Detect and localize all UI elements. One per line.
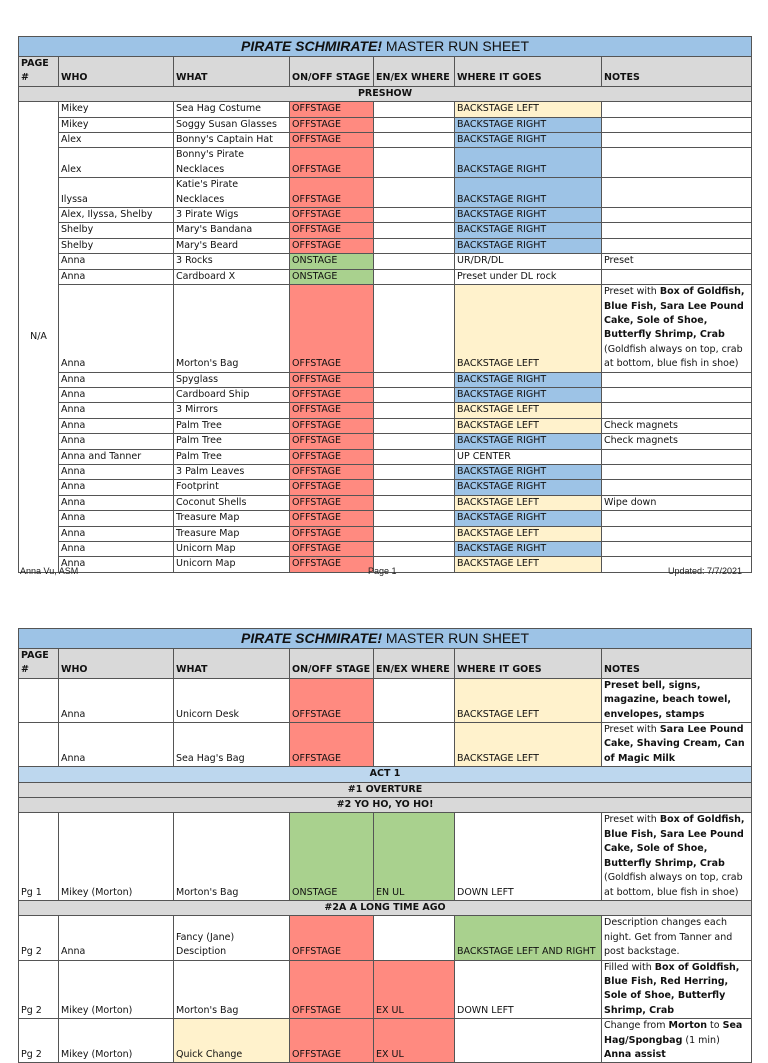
enex-cell	[374, 133, 455, 148]
stage-cell: OFFSTAGE	[290, 285, 374, 372]
enex-cell	[374, 285, 455, 372]
section-row	[19, 798, 752, 813]
enex-cell: EX UL	[374, 960, 455, 1019]
table-row	[19, 102, 752, 117]
stage-cell: OFFSTAGE	[290, 557, 374, 572]
sheet-title-italic: PIRATE SCHMIRATE!	[240, 630, 383, 646]
notes-bold-text: Sea Hag/Spongbag	[604, 1020, 743, 1046]
who-cell: Anna	[59, 495, 174, 510]
stage-cell: OFFSTAGE	[290, 223, 374, 238]
stage-cell: OFFSTAGE	[290, 372, 374, 387]
who-cell: Anna	[59, 418, 174, 433]
stage-cell: ONSTAGE	[290, 254, 374, 269]
page-number-cell	[19, 678, 59, 722]
sheet-title-italic: PIRATE SCHMIRATE!	[240, 38, 383, 54]
where-cell: BACKSTAGE LEFT	[455, 557, 602, 572]
stage-cell: OFFSTAGE	[290, 495, 374, 510]
where-cell: BACKSTAGE LEFT	[455, 403, 602, 418]
footer-author: Anna Vu, ASM	[20, 566, 79, 576]
where-cell: BACKSTAGE LEFT	[455, 526, 602, 541]
where-cell: BACKSTAGE RIGHT	[455, 208, 602, 223]
enex-cell	[374, 117, 455, 132]
section-header: ACT 1	[19, 767, 752, 782]
where-cell: BACKSTAGE LEFT	[455, 678, 602, 722]
notes-text: (Goldfish always on top, crab at bottom, blue fish in shoe)	[604, 343, 743, 370]
stage-cell: OFFSTAGE	[290, 418, 374, 433]
stage-cell: OFFSTAGE	[290, 102, 374, 117]
stage-cell: OFFSTAGE	[290, 511, 374, 526]
table-row	[19, 387, 752, 402]
page-number-cell: N/A	[19, 102, 59, 573]
where-cell: BACKSTAGE RIGHT	[455, 148, 602, 178]
enex-cell	[374, 254, 455, 269]
column-header-where-it-goes: WHERE IT GOES	[455, 57, 602, 87]
where-cell: BACKSTAGE LEFT	[455, 723, 602, 767]
enex-cell	[374, 723, 455, 767]
sheet-title	[19, 37, 752, 57]
stage-cell: OFFSTAGE	[290, 960, 374, 1019]
what-cell: Morton's Bag	[174, 813, 290, 900]
enex-cell	[374, 372, 455, 387]
section-header: PRESHOW	[19, 86, 752, 101]
notes-cell	[602, 916, 752, 960]
who-cell: Ilyssa	[59, 178, 174, 208]
stage-cell: OFFSTAGE	[290, 178, 374, 208]
notes-cell	[602, 269, 752, 284]
who-cell: Alex	[59, 148, 174, 178]
table-row	[19, 526, 752, 541]
what-cell: Unicorn Map	[174, 542, 290, 557]
notes-cell	[602, 148, 752, 178]
who-cell: Anna	[59, 254, 174, 269]
what-cell: 3 Pirate Wigs	[174, 208, 290, 223]
stage-cell: OFFSTAGE	[290, 403, 374, 418]
notes-text: (Goldfish always on top, crab at bottom, blue fish in shoe)	[604, 872, 743, 898]
where-cell: BACKSTAGE LEFT	[455, 495, 602, 510]
table-row	[19, 449, 752, 464]
notes-cell: Check magnets	[602, 418, 752, 433]
where-cell: BACKSTAGE RIGHT	[455, 238, 602, 253]
what-cell: Mary's Bandana	[174, 223, 290, 238]
who-cell: Anna	[59, 464, 174, 479]
stage-cell: OFFSTAGE	[290, 1019, 374, 1063]
notes-cell: Check magnets	[602, 434, 752, 449]
what-cell: Spyglass	[174, 372, 290, 387]
notes-cell	[602, 542, 752, 557]
table-row	[19, 434, 752, 449]
notes-cell	[602, 238, 752, 253]
what-cell: Palm Tree	[174, 449, 290, 464]
notes-cell	[602, 133, 752, 148]
footer-page: Page 1	[368, 566, 397, 576]
column-header-en-ex-where: EN/EX WHERE	[374, 57, 455, 87]
notes-cell	[602, 526, 752, 541]
table-row	[19, 495, 752, 510]
where-cell	[455, 1019, 602, 1063]
notes-bold-text: Box of Goldfish, Blue Fish, Sara Lee Pound Cake, Sole of Shoe, Butterfly Shrimp, Crab	[604, 814, 745, 869]
notes-cell	[602, 678, 752, 722]
notes-text: Preset with	[604, 286, 660, 298]
where-cell: BACKSTAGE RIGHT	[455, 372, 602, 387]
column-header-notes: NOTES	[602, 57, 752, 87]
sheet-title-rest: MASTER RUN SHEET	[382, 630, 530, 646]
enex-cell	[374, 403, 455, 418]
table-row	[19, 511, 752, 526]
footer-updated: Updated: 7/7/2021	[668, 566, 743, 576]
where-cell: BACKSTAGE RIGHT	[455, 178, 602, 208]
what-cell: Bonny's Captain Hat	[174, 133, 290, 148]
who-cell: Anna and Tanner	[59, 449, 174, 464]
who-cell: Alex	[59, 133, 174, 148]
stage-cell: OFFSTAGE	[290, 238, 374, 253]
table-row	[19, 1019, 752, 1063]
who-cell: Anna	[59, 526, 174, 541]
notes-cell	[602, 387, 752, 402]
stage-cell: OFFSTAGE	[290, 723, 374, 767]
notes-cell	[602, 403, 752, 418]
table-row	[19, 916, 752, 960]
what-cell: Footprint	[174, 480, 290, 495]
stage-cell: OFFSTAGE	[290, 542, 374, 557]
what-cell: Unicorn Map	[174, 557, 290, 572]
what-cell: Fancy (Jane) Desciption	[174, 916, 290, 960]
stage-cell: ONSTAGE	[290, 269, 374, 284]
notes-bold-text: Box of Goldfish, Blue Fish, Red Herring, Sole of Shoe, Butterfly Shrimp, Crab	[604, 961, 740, 1016]
stage-cell: OFFSTAGE	[290, 678, 374, 722]
what-cell: Coconut Shells	[174, 495, 290, 510]
who-cell: Anna	[59, 511, 174, 526]
run-sheet-table-2	[18, 628, 752, 1063]
what-cell: Unicorn Desk	[174, 678, 290, 722]
enex-cell	[374, 511, 455, 526]
where-cell: BACKSTAGE RIGHT	[455, 480, 602, 495]
where-cell: BACKSTAGE RIGHT	[455, 387, 602, 402]
table-row	[19, 723, 752, 767]
enex-cell	[374, 102, 455, 117]
header-row	[19, 57, 752, 87]
table-row	[19, 133, 752, 148]
who-cell: Mikey (Morton)	[59, 1019, 174, 1063]
enex-cell	[374, 449, 455, 464]
section-header: #2 YO HO, YO HO!	[19, 798, 752, 813]
enex-cell	[374, 495, 455, 510]
column-header-what: WHAT	[174, 57, 290, 87]
run-sheet-page-1	[18, 36, 751, 573]
who-cell: Anna	[59, 403, 174, 418]
what-cell: Quick Change	[174, 1019, 290, 1063]
notes-cell	[602, 223, 752, 238]
where-cell: BACKSTAGE RIGHT	[455, 133, 602, 148]
section-row	[19, 900, 752, 915]
notes-cell: Wipe down	[602, 495, 752, 510]
sheet-title	[19, 629, 752, 649]
notes-bold-text: Box of Goldfish, Blue Fish, Sara Lee Pound Cake, Sole of Shoe, Butterfly Shrimp, Crab	[604, 286, 745, 341]
page-number-cell: Pg 2	[19, 960, 59, 1019]
table-row	[19, 117, 752, 132]
section-header: #2A A LONG TIME AGO	[19, 900, 752, 915]
enex-cell	[374, 480, 455, 495]
what-cell: Treasure Map	[174, 526, 290, 541]
stage-cell: ONSTAGE	[290, 813, 374, 900]
table-row	[19, 813, 752, 900]
run-sheet-table-1	[18, 36, 752, 573]
enex-cell	[374, 269, 455, 284]
sheet-title-rest: MASTER RUN SHEET	[382, 38, 530, 54]
column-header-who: WHO	[59, 649, 174, 679]
enex-cell	[374, 434, 455, 449]
who-cell: Alex, Ilyssa, Shelby	[59, 208, 174, 223]
stage-cell: OFFSTAGE	[290, 208, 374, 223]
where-cell: DOWN LEFT	[455, 813, 602, 900]
table-row	[19, 464, 752, 479]
notes-cell	[602, 723, 752, 767]
stage-cell: OFFSTAGE	[290, 526, 374, 541]
notes-text: Change from	[604, 1020, 669, 1032]
where-cell: BACKSTAGE RIGHT	[455, 464, 602, 479]
enex-cell	[374, 148, 455, 178]
where-cell: BACKSTAGE RIGHT	[455, 223, 602, 238]
notes-bold-text: Anna assist	[604, 1048, 666, 1060]
enex-cell	[374, 916, 455, 960]
who-cell: Shelby	[59, 238, 174, 253]
enex-cell	[374, 387, 455, 402]
notes-cell	[602, 813, 752, 900]
header-row	[19, 649, 752, 679]
what-cell: 3 Mirrors	[174, 403, 290, 418]
what-cell: Bonny's Pirate Necklaces	[174, 148, 290, 178]
column-header-on-off-stage: ON/OFF STAGE	[290, 57, 374, 87]
notes-text: to	[707, 1020, 723, 1032]
page-number-cell: Pg 2	[19, 1019, 59, 1063]
stage-cell: OFFSTAGE	[290, 916, 374, 960]
notes-cell	[602, 464, 752, 479]
enex-cell	[374, 223, 455, 238]
stage-cell: OFFSTAGE	[290, 148, 374, 178]
table-row	[19, 285, 752, 372]
notes-bold-text: Preset bell, signs, magazine, beach towel, envelopes, stamps	[604, 679, 731, 720]
what-cell: Mary's Beard	[174, 238, 290, 253]
where-cell: DOWN LEFT	[455, 960, 602, 1019]
what-cell: Katie's Pirate Necklaces	[174, 178, 290, 208]
column-header-who: WHO	[59, 57, 174, 87]
table-row	[19, 960, 752, 1019]
what-cell: Soggy Susan Glasses	[174, 117, 290, 132]
who-cell: Anna	[59, 387, 174, 402]
table-row	[19, 223, 752, 238]
where-cell: BACKSTAGE RIGHT	[455, 117, 602, 132]
who-cell: Anna	[59, 542, 174, 557]
table-row	[19, 480, 752, 495]
enex-cell	[374, 208, 455, 223]
enex-cell	[374, 178, 455, 208]
who-cell: Anna	[59, 285, 174, 372]
enex-cell	[374, 238, 455, 253]
table-row	[19, 238, 752, 253]
column-header-notes: NOTES	[602, 649, 752, 679]
stage-cell: OFFSTAGE	[290, 449, 374, 464]
what-cell: Morton's Bag	[174, 285, 290, 372]
page-number-cell: Pg 1	[19, 813, 59, 900]
page-number-cell	[19, 723, 59, 767]
who-cell: Anna	[59, 269, 174, 284]
table-row	[19, 178, 752, 208]
where-cell: BACKSTAGE RIGHT	[455, 511, 602, 526]
table-row	[19, 372, 752, 387]
who-cell: Shelby	[59, 223, 174, 238]
notes-text: Filled with	[604, 961, 655, 973]
page-number-cell: Pg 2	[19, 916, 59, 960]
table-row	[19, 403, 752, 418]
what-cell: 3 Palm Leaves	[174, 464, 290, 479]
what-cell: Cardboard X	[174, 269, 290, 284]
notes-cell	[602, 372, 752, 387]
enex-cell	[374, 678, 455, 722]
table-row	[19, 208, 752, 223]
stage-cell: OFFSTAGE	[290, 480, 374, 495]
run-sheet-page-2	[18, 628, 751, 1063]
where-cell: BACKSTAGE LEFT AND RIGHT	[455, 916, 602, 960]
where-cell: UR/DR/DL	[455, 254, 602, 269]
notes-cell	[602, 178, 752, 208]
section-row	[19, 767, 752, 782]
notes-cell	[602, 1019, 752, 1063]
what-cell: Morton's Bag	[174, 960, 290, 1019]
who-cell: Anna	[59, 372, 174, 387]
stage-cell: OFFSTAGE	[290, 387, 374, 402]
what-cell: Treasure Map	[174, 511, 290, 526]
stage-cell: OFFSTAGE	[290, 464, 374, 479]
notes-cell	[602, 208, 752, 223]
notes-bold-text: Morton	[668, 1020, 708, 1032]
where-cell: BACKSTAGE RIGHT	[455, 542, 602, 557]
column-header-where-it-goes: WHERE IT GOES	[455, 649, 602, 679]
notes-bold-text: Sara Lee Pound Cake, Shaving Cream, Can of Magic Milk	[604, 724, 745, 764]
column-header-page: PAGE #	[19, 57, 59, 87]
notes-cell	[602, 960, 752, 1019]
who-cell: Anna	[59, 916, 174, 960]
notes-text: Description changes each night. Get from Tanner and post backstage.	[604, 917, 733, 958]
where-cell: BACKSTAGE LEFT	[455, 418, 602, 433]
enex-cell: EN UL	[374, 813, 455, 900]
what-cell: 3 Rocks	[174, 254, 290, 269]
who-cell: Mikey (Morton)	[59, 960, 174, 1019]
notes-cell: Preset	[602, 254, 752, 269]
enex-cell	[374, 464, 455, 479]
notes-cell	[602, 102, 752, 117]
notes-cell	[602, 511, 752, 526]
what-cell: Palm Tree	[174, 418, 290, 433]
column-header-on-off-stage: ON/OFF STAGE	[290, 649, 374, 679]
notes-cell	[602, 285, 752, 372]
table-row	[19, 148, 752, 178]
stage-cell: OFFSTAGE	[290, 133, 374, 148]
notes-cell	[602, 449, 752, 464]
section-row	[19, 782, 752, 797]
where-cell: BACKSTAGE RIGHT	[455, 434, 602, 449]
where-cell: Preset under DL rock	[455, 269, 602, 284]
column-header-what: WHAT	[174, 649, 290, 679]
what-cell: Palm Tree	[174, 434, 290, 449]
enex-cell	[374, 418, 455, 433]
notes-text: Preset with	[604, 814, 660, 826]
who-cell: Anna	[59, 480, 174, 495]
who-cell: Anna	[59, 557, 174, 572]
table-row	[19, 678, 752, 722]
who-cell: Mikey	[59, 117, 174, 132]
table-row	[19, 418, 752, 433]
column-header-en-ex-where: EN/EX WHERE	[374, 649, 455, 679]
who-cell: Mikey	[59, 102, 174, 117]
enex-cell	[374, 526, 455, 541]
what-cell: Sea Hag Costume	[174, 102, 290, 117]
who-cell: Anna	[59, 434, 174, 449]
where-cell: BACKSTAGE LEFT	[455, 285, 602, 372]
table-row	[19, 542, 752, 557]
what-cell: Sea Hag's Bag	[174, 723, 290, 767]
who-cell: Anna	[59, 678, 174, 722]
who-cell: Mikey (Morton)	[59, 813, 174, 900]
table-row	[19, 269, 752, 284]
section-header: #1 OVERTURE	[19, 782, 752, 797]
column-header-page: PAGE #	[19, 649, 59, 679]
notes-cell	[602, 480, 752, 495]
enex-cell: EX UL	[374, 1019, 455, 1063]
who-cell: Anna	[59, 723, 174, 767]
where-cell: BACKSTAGE LEFT	[455, 102, 602, 117]
enex-cell	[374, 542, 455, 557]
stage-cell: OFFSTAGE	[290, 117, 374, 132]
table-row	[19, 254, 752, 269]
what-cell: Cardboard Ship	[174, 387, 290, 402]
stage-cell: OFFSTAGE	[290, 434, 374, 449]
notes-text: Preset with	[604, 724, 660, 736]
where-cell: UP CENTER	[455, 449, 602, 464]
notes-text: (1 min)	[682, 1034, 720, 1046]
notes-cell	[602, 117, 752, 132]
